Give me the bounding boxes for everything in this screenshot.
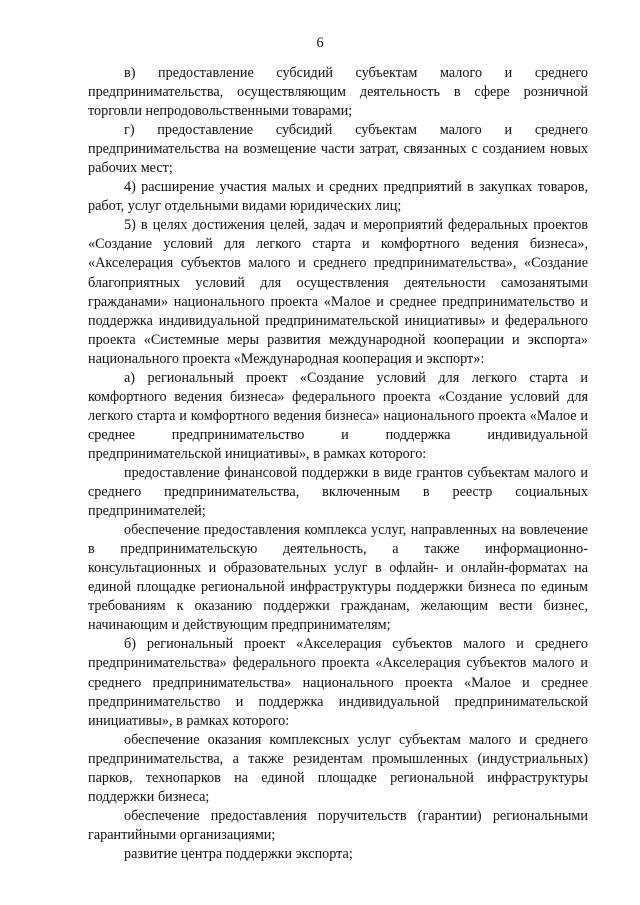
paragraph-g-subsidies-jobs: г) предоставление субсидий субъектам малого и среднего предпринимательства на возмещение части затрат, связанных с созданием новых рабочих мест; <box>88 122 588 177</box>
paragraph-complex-services: обеспечение оказания комплексных услуг субъектам малого и среднего предпринимательства, а также резидентам промышленных (индустриальных) парков, технопарков на единой площадке региональной инфраструктуры поддержки бизнеса; <box>88 731 588 805</box>
document-body <box>88 64 588 864</box>
paragraph-5-federal-projects: 5) в целях достижения целей, задач и мероприятий федеральных проектов «Создание условий для легкого старта и комфортного ведения бизнеса», «Акселерация субъектов малого и среднего предпринимательства», «Создание благоприятных условий для осуществления деятельности самозанятыми гражданами» национального проекта «Малое и среднее предпринимательство и поддержка индивидуальной предпринимательской инициативы» и федерального проекта «Системные меры развития международной кооперации и экспорта» национального проекта «Международная кооперация и экспорт»: <box>88 217 588 367</box>
paragraph-export-center: развитие центра поддержки экспорта; <box>124 845 353 862</box>
paragraph-service-complex: обеспечение предоставления комплекса услуг, направленных на вовлечение в предпринимательскую деятельность, а также информационно-консультационных и образовательных услуг в офлайн- и онлайн-форматах на единой площадке региональной инфраструктуры поддержки бизнеса по единым требованиям к оказанию поддержки гражданам, желающим вести бизнес, начинающим и действующим предпринимателям; <box>88 522 588 634</box>
page-number: 6 <box>316 35 324 51</box>
paragraph-b-regional-project: б) региональный проект «Акселерация субъектов малого и среднего предпринимательства» федерального проекта «Акселерация субъектов малого и среднего предпринимательства» национального проекта «Малое и среднее предпринимательство и поддержка индивидуальной предпринимательской инициативы», в рамках которого: <box>88 636 588 729</box>
paragraph-grants-social-entrepreneurs: предоставление финансовой поддержки в виде грантов субъектам малого и среднего предпринимательства, включенным в реестр социальных предпринимателей; <box>88 464 588 520</box>
paragraph-guarantees: обеспечение предоставления поручительств (гарантии) региональными гарантийными организациями; <box>88 807 588 843</box>
paragraph-a-regional-project: а) региональный проект «Создание условий для легкого старта и комфортного ведения бизнеса» федерального проекта «Создание условий для легкого старта и комфортного ведения бизнеса» национального проекта «Малое и среднее предпринимательство и поддержка индивидуальной предпринимательской инициативы», в рамках которого: <box>88 369 588 462</box>
paragraph-4-procurement: 4) расширение участия малых и средних предприятий в закупках товаров, работ, услуг отдельными видами юридических лиц; <box>88 179 588 215</box>
paragraph-v-subsidies-retail: в) предоставление субсидий субъектам малого и среднего предпринимательства, осуществляющим деятельность в сфере розничной торговли непродовольственными товарами; <box>88 65 588 120</box>
